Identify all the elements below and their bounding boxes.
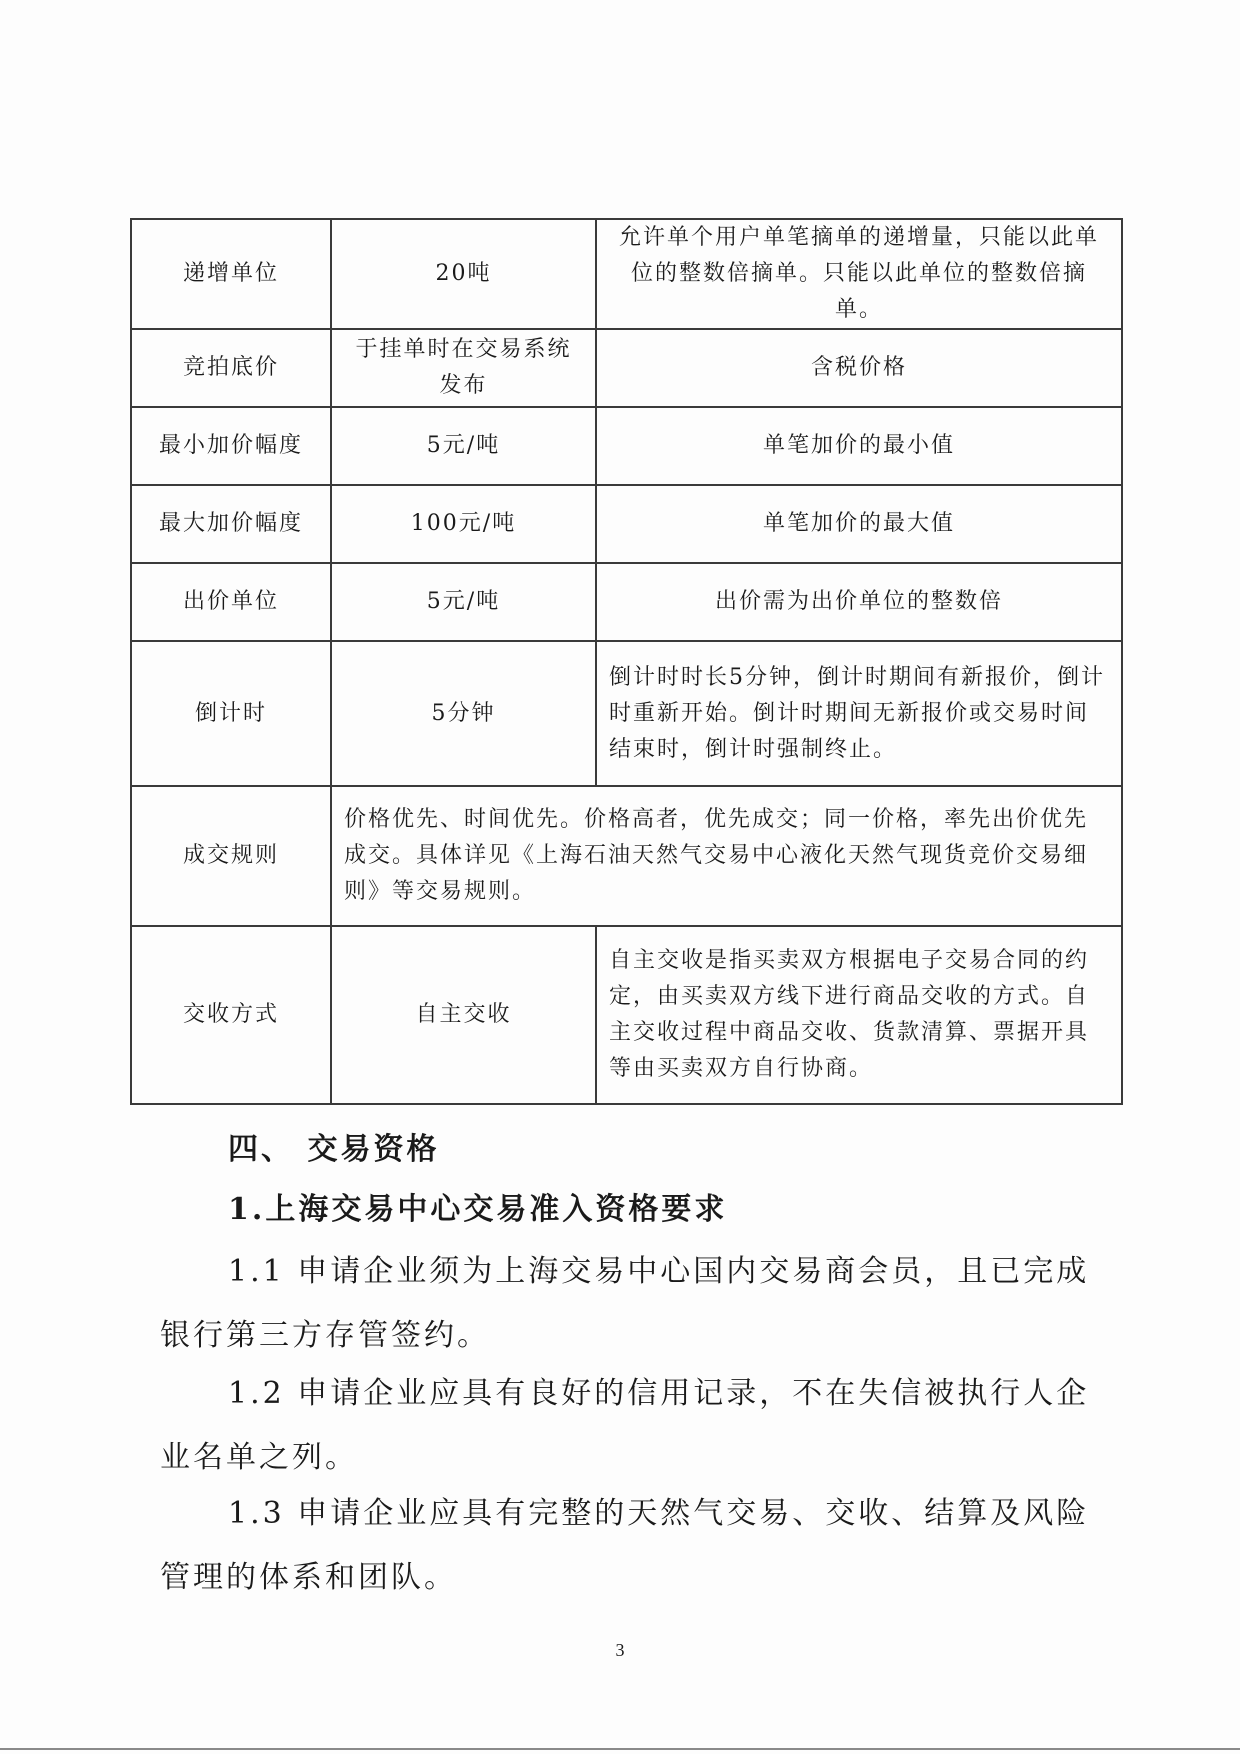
rule-name-cell: 成交规则 [131,786,331,926]
rule-merged-cell: 价格优先、时间优先。价格高者，优先成交；同一价格，率先出价优先成交。具体详见《上海石油天然气交易中心液化天然气现货竞价交易细则》等交易规则。 [331,786,1122,926]
rule-name-cell: 竞拍底价 [131,329,331,407]
rule-value-cell: 20吨 [331,219,596,329]
rule-value-cell: 于挂单时在交易系统发布 [331,329,596,407]
section-heading: 四、 交易资格 [228,1132,440,1167]
rule-name-cell: 最大加价幅度 [131,485,331,563]
page-number: 3 [615,1640,625,1660]
table-row [131,563,1122,641]
rule-name-cell: 出价单位 [131,563,331,641]
trading-rules-table [130,218,1123,1105]
rule-note-cell: 自主交收是指买卖双方根据电子交易合同的约定，由买卖双方线下进行商品交收的方式。自主交收过程中商品交收、货款清算、票据开具等由买卖双方自行协商。 [596,926,1122,1104]
rule-value-cell: 100元/吨 [331,485,596,563]
table-row [131,485,1122,563]
scan-edge-line [0,1748,1240,1750]
rule-note-cell: 含税价格 [596,329,1122,407]
paragraph: 1.1 申请企业须为上海交易中心国内交易商会员，且已完成银行第三方存管签约。 [160,1254,1090,1353]
sub-heading: 1.上海交易中心交易准入资格要求 [228,1192,728,1227]
rule-value-cell: 5分钟 [331,641,596,786]
rule-name-cell: 最小加价幅度 [131,407,331,485]
table-row [131,407,1122,485]
paragraph: 1.3 申请企业应具有完整的天然气交易、交收、结算及风险管理的体系和团队。 [160,1496,1090,1595]
rule-name-cell: 倒计时 [131,641,331,786]
rule-note-cell: 允许单个用户单笔摘单的递增量，只能以此单位的整数倍摘单。只能以此单位的整数倍摘单。 [596,219,1122,329]
table-row [131,641,1122,786]
rule-name-cell: 交收方式 [131,926,331,1104]
table-row [131,926,1122,1104]
table-row [131,786,1122,926]
rule-name-cell: 递增单位 [131,219,331,329]
rule-note-cell: 单笔加价的最大值 [596,485,1122,563]
table-row [131,329,1122,407]
paragraph: 1.2 申请企业应具有良好的信用记录，不在失信被执行人企业名单之列。 [160,1376,1090,1475]
rule-note-cell: 单笔加价的最小值 [596,407,1122,485]
table-row [131,219,1122,329]
rule-note-cell: 倒计时时长5分钟，倒计时期间有新报价，倒计时重新开始。倒计时期间无新报价或交易时间结束时，倒计时强制终止。 [596,641,1122,786]
rule-value-cell: 自主交收 [331,926,596,1104]
rule-note-cell: 出价需为出价单位的整数倍 [596,563,1122,641]
rule-value-cell: 5元/吨 [331,407,596,485]
rule-value-cell: 5元/吨 [331,563,596,641]
